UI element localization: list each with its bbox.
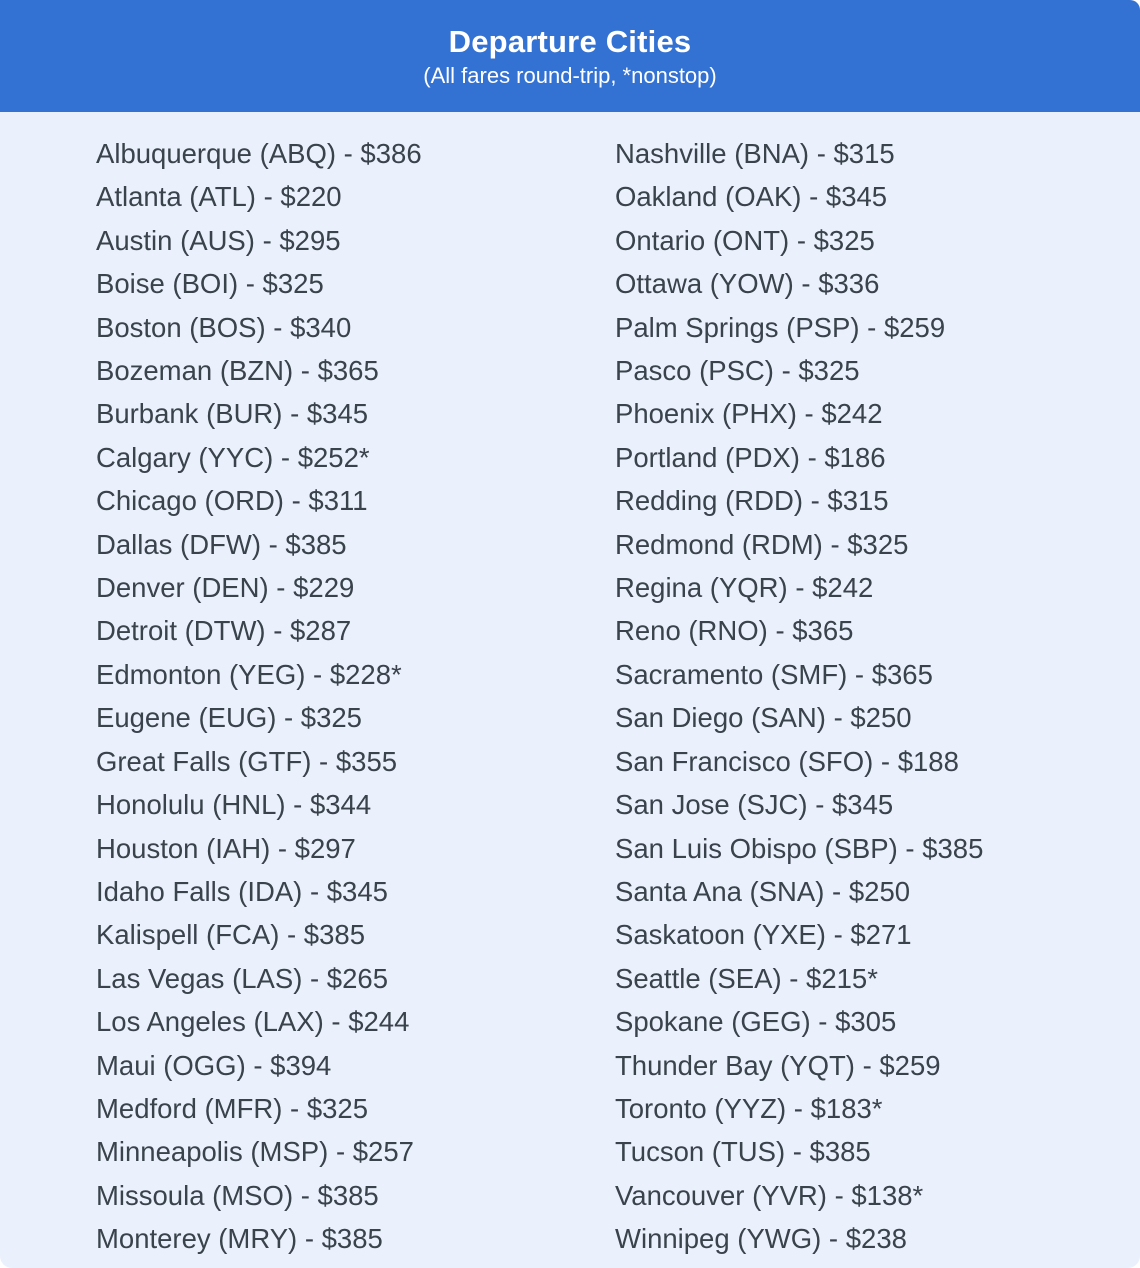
fare-item: Medford (MFR) - $325 xyxy=(96,1092,369,1124)
fare-item: Thunder Bay (YQT) - $259 xyxy=(615,1049,941,1081)
header-banner xyxy=(0,0,1140,112)
fare-item: Kalispell (FCA) - $385 xyxy=(96,919,365,951)
fare-item: Redding (RDD) - $315 xyxy=(615,485,889,517)
fare-item: Phoenix (PHX) - $242 xyxy=(615,398,883,430)
fare-item: Dallas (DFW) - $385 xyxy=(96,528,347,560)
fare-item: Houston (IAH) - $297 xyxy=(96,832,356,864)
fare-item: Saskatoon (YXE) - $271 xyxy=(615,919,912,951)
fare-item: Edmonton (YEG) - $228* xyxy=(96,658,402,690)
fare-item: Chicago (ORD) - $311 xyxy=(96,485,368,517)
fare-item: Oakland (OAK) - $345 xyxy=(615,181,888,213)
fare-item: San Jose (SJC) - $345 xyxy=(615,789,894,821)
fare-item: Sacramento (SMF) - $365 xyxy=(615,658,933,690)
fare-item: Eugene (EUG) - $325 xyxy=(96,702,362,734)
fare-item: Maui (OGG) - $394 xyxy=(96,1049,332,1081)
fare-item: Detroit (DTW) - $287 xyxy=(96,615,352,647)
fare-item: Spokane (GEG) - $305 xyxy=(615,1006,897,1038)
fare-item: Burbank (BUR) - $345 xyxy=(96,398,369,430)
fare-item: Nashville (BNA) - $315 xyxy=(615,138,895,169)
fare-item: Los Angeles (LAX) - $244 xyxy=(96,1006,410,1038)
fare-item: Seattle (SEA) - $215* xyxy=(615,962,878,994)
fare-item: Calgary (YYC) - $252* xyxy=(96,441,370,473)
fare-item: Regina (YQR) - $242 xyxy=(615,572,874,604)
fare-list-left xyxy=(96,132,615,1261)
fare-item: Austin (AUS) - $295 xyxy=(96,224,341,256)
fare-item: Winnipeg (YWG) - $238 xyxy=(615,1223,907,1255)
fare-item: Honolulu (HNL) - $344 xyxy=(96,789,372,821)
fare-item: Portland (PDX) - $186 xyxy=(615,441,886,473)
fare-item: Toronto (YYZ) - $183* xyxy=(615,1092,883,1124)
fare-item: Great Falls (GTF) - $355 xyxy=(96,745,398,777)
fare-item: Pasco (PSC) - $325 xyxy=(615,355,860,387)
fare-item: Missoula (MSO) - $385 xyxy=(96,1179,379,1211)
page-title: Departure Cities xyxy=(448,23,692,59)
fare-item: Ottawa (YOW) - $336 xyxy=(615,268,880,300)
fare-item: Idaho Falls (IDA) - $345 xyxy=(96,875,388,907)
page-subtitle: (All fares round-trip, *nonstop) xyxy=(423,62,717,88)
fare-list-right xyxy=(615,132,1140,1261)
fare-item: Minneapolis (MSP) - $257 xyxy=(96,1136,414,1168)
fare-item: Boise (BOI) - $325 xyxy=(96,268,324,300)
fare-item: Vancouver (YVR) - $138* xyxy=(615,1179,924,1211)
fare-item: San Diego (SAN) - $250 xyxy=(615,702,912,734)
fare-item: San Luis Obispo (SBP) - $385 xyxy=(615,832,984,864)
fare-item: Redmond (RDM) - $325 xyxy=(615,528,909,560)
fare-item: Monterey (MRY) - $385 xyxy=(96,1223,383,1255)
fare-item: Tucson (TUS) - $385 xyxy=(615,1136,871,1168)
fare-item: Palm Springs (PSP) - $259 xyxy=(615,311,946,343)
fare-item: Ontario (ONT) - $325 xyxy=(615,224,875,256)
fare-item: Santa Ana (SNA) - $250 xyxy=(615,875,911,907)
fare-item: Reno (RNO) - $365 xyxy=(615,615,854,647)
fare-item: Atlanta (ATL) - $220 xyxy=(96,181,342,213)
fare-item: Denver (DEN) - $229 xyxy=(96,572,355,604)
fare-item: Albuquerque (ABQ) - $386 xyxy=(96,138,422,169)
fare-item: Las Vegas (LAS) - $265 xyxy=(96,962,388,994)
fare-item: San Francisco (SFO) - $188 xyxy=(615,745,959,777)
fare-columns xyxy=(0,112,1140,1261)
fare-item: Boston (BOS) - $340 xyxy=(96,311,352,343)
fare-item: Bozeman (BZN) - $365 xyxy=(96,355,379,387)
